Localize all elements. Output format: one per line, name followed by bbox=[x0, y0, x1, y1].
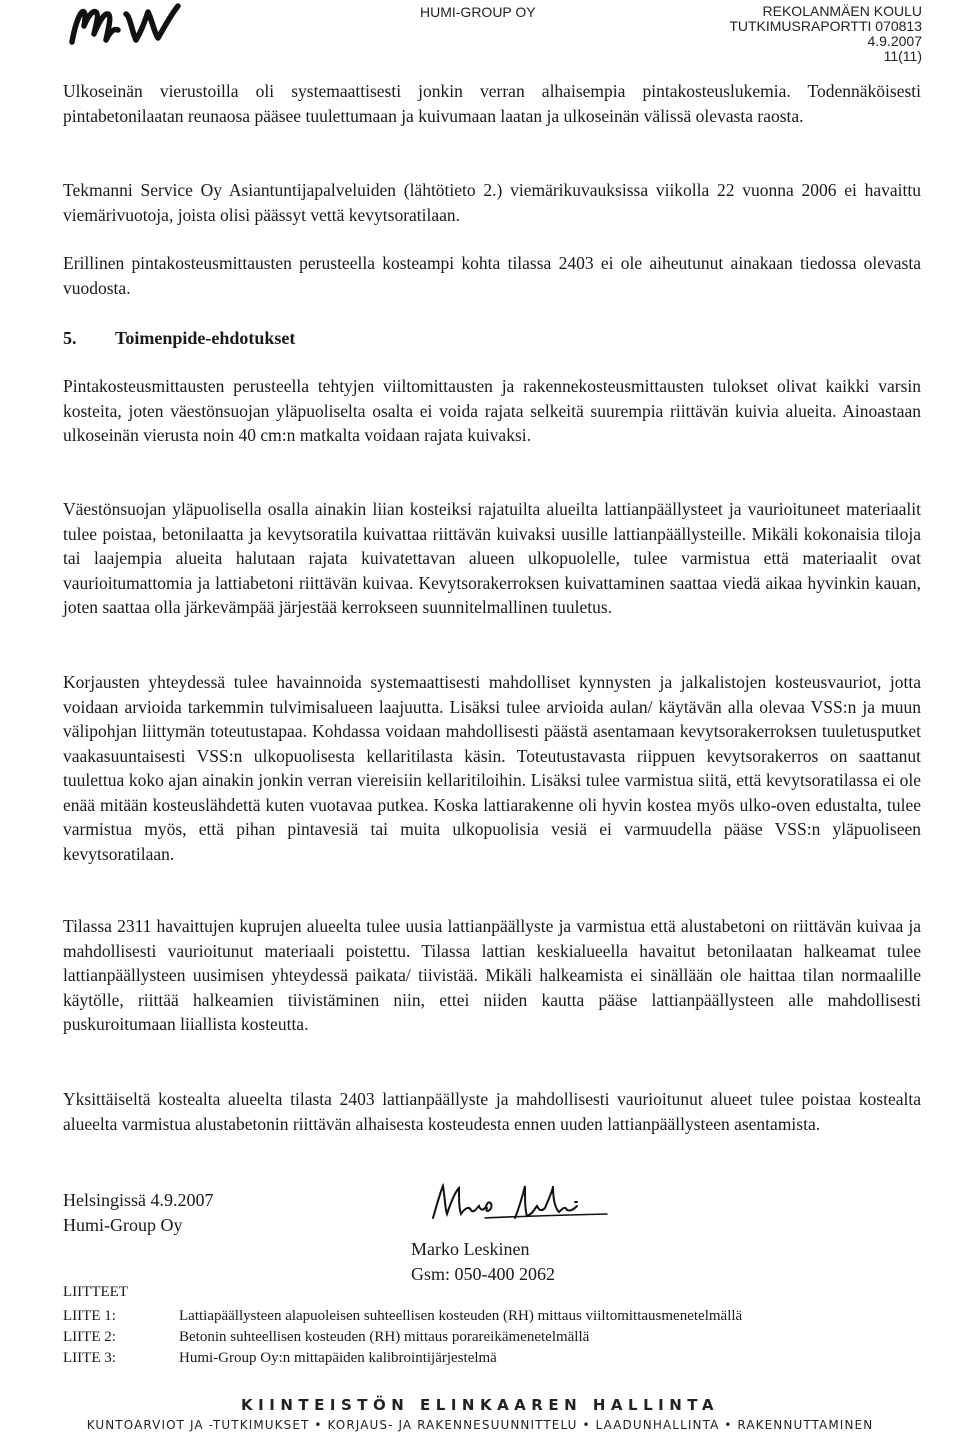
attachment-item bbox=[63, 1348, 742, 1369]
footer-tagline: KIINTEISTÖN ELINKAAREN HALLINTA bbox=[241, 1396, 719, 1414]
header-project: REKOLANMÄEN KOULU bbox=[762, 3, 922, 19]
attachment-text: Humi-Group Oy:n mittapäiden kalibrointijärjestelmä bbox=[179, 1350, 497, 1366]
attachment-code: LIITE 2: bbox=[63, 1329, 116, 1345]
paragraph-7: Tilassa 2311 havaittujen kuprujen alueelta tulee uusia lattianpäällyste ja varmistua että alustabetoni on riittävän kuivaa ja mahdollisesti vaurioitunut materiaali poistettu. Tilassa lattian keskialueella havaitut betonilaatan halkeamat tulee lattianpäällysteen uusimisen yhteydessä paikata/ tiivistää. Mikäli halkeamista ei sinällään ole haittaa tilan normaalille käytölle, riittää halkeamien tiivistäminen niin, ettei niiden kautta pääse lattianpäällysteen alle mahdollisesti puskuroitumaan liiallista kosteutta. bbox=[63, 916, 921, 1034]
footer-services: KUNTOARVIOT JA -TUTKIMUKSET • KORJAUS- JA RAKENNESUUNNITTELU • LAADUNHALLINTA • RAKENNUTTAMINEN bbox=[86, 1418, 874, 1432]
handwritten-signature-icon bbox=[425, 1178, 610, 1228]
attachment-code: LIITE 3: bbox=[63, 1350, 116, 1366]
header-page-number: 11(11) bbox=[883, 48, 922, 64]
attachments-title: LIITTEET bbox=[63, 1284, 128, 1300]
paragraph-2: Tekmanni Service Oy Asiantuntijapalveluiden (lähtötieto 2.) viemärikuvauksissa viikolla 22 vuonna 2006 ei havaittu viemärivuotoja, joista olisi päässyt vettä kevytsoratilaan. bbox=[63, 180, 921, 225]
closing-block bbox=[63, 1188, 214, 1238]
header-company: HUMI-GROUP OY bbox=[420, 4, 536, 20]
signer-phone: Gsm: 050-400 2062 bbox=[411, 1264, 555, 1284]
closing-company: Humi-Group Oy bbox=[63, 1215, 183, 1235]
attachments-list bbox=[63, 1306, 742, 1369]
paragraph-3: Erillinen pintakosteusmittausten perusteella kosteampi kohta tilassa 2403 ei ole aiheutunut ainakaan tiedossa olevasta vuodosta. bbox=[63, 253, 921, 298]
mv-logo-icon bbox=[66, 2, 184, 50]
signer-block bbox=[411, 1237, 555, 1287]
section-number: 5. bbox=[63, 328, 77, 348]
section-heading bbox=[63, 328, 295, 349]
attachment-item bbox=[63, 1306, 742, 1327]
header-date: 4.9.2007 bbox=[867, 33, 922, 49]
header-report: TUTKIMUSRAPORTTI 070813 bbox=[729, 18, 922, 34]
section-title: Toimenpide-ehdotukset bbox=[115, 328, 296, 348]
header-meta bbox=[729, 4, 922, 64]
paragraph-4: Pintakosteusmittausten perusteella tehtyjen viiltomittausten ja rakennekosteusmittausten tulokset olivat kaikki varsin kosteita, joten väestönsuojan yläpuoliselta osalta ei voida rajata selkeitä suurempia riittävän kuivia alueita. Ainoastaan ulkoseinän vierusta noin 40 cm:n matkalta voidaan rajata kuivaksi. bbox=[63, 376, 921, 445]
attachment-text: Betonin suhteellisen kosteuden (RH) mittaus porareikämenetelmällä bbox=[179, 1329, 590, 1345]
paragraph-8: Yksittäiseltä kostealta alueelta tilasta 2403 lattianpäällyste ja mahdollisesti vaurioitunut alueet tulee poistaa kostealta alueelta varmistua alustabetonin riittävän alhaisesta kosteudesta ennen uuden lattianpäällysteen asentamista. bbox=[63, 1089, 921, 1134]
attachment-code: LIITE 1: bbox=[63, 1308, 116, 1324]
signer-name: Marko Leskinen bbox=[411, 1239, 530, 1259]
paragraph-5: Väestönsuojan yläpuolisella osalla ainakin liian kosteiksi rajatuilta alueilta lattianpäällysteet ja vaurioituneet materiaalit tulee poistaa, betonilaatta ja kevytsoratila kuivattaa riittävän kuivaksi uusille lattianpäällysteille. Mikäli kokonaisia tiloja tai laajempia alueita halutaan rajata kuivatettavan alueen ulkopuolelle, tulee varmistua että materiaalit ovat vaurioitumattomia ja lattiabetoni riittävän kuivaa. Kevytsorakerroksen kuivattaminen saattaa viedä aikaa hyvinkin kauan, joten saattaa olla järkevämpää järjestää kerrokseen suunnitelmallinen tuuletus. bbox=[63, 499, 921, 617]
attachment-item bbox=[63, 1327, 742, 1348]
paragraph-1: Ulkoseinän vierustoilla oli systemaattisesti jonkin verran alhaisempia pintakosteuslukemia. Todennäköisesti pintabetonilaatan reunaosa pääsee tuulettumaan ja kuivumaan laatan ja ulkoseinän välissä olevasta raosta. bbox=[63, 81, 921, 126]
attachment-text: Lattiapäällysteen alapuoleisen suhteellisen kosteuden (RH) mittaus viiltomittausmenetelmällä bbox=[179, 1308, 743, 1324]
paragraph-6: Korjausten yhteydessä tulee havainnoida systemaattisesti mahdolliset kynnysten ja jalkalistojen kosteusvauriot, jotta voidaan arvioida tarkemmin tulvimisalueen laajuutta. Lisäksi tulee arvioida aulan/ käytävän alla olevaa VSS:n ja muun välipohjan liittymän toteutustapaa. Kohdassa voidaan mahdollisesti päästä asentamaan kevytsorakerroksen tuuletusputket vaakasuuntaisesti VSS:n ulkopuolisesta kellaritilasta käsin. Toteutustavasta riippuen kevytsorakerros on saattanut tuulettua koko ajan ainakin jonkin verran viereisiin kellaritiloihin. Lisäksi tulee varmistua siitä, että kevytsoratilassa ei ole enää mitään kosteuslähdettä kuten vuotavaa putkea. Koska lattiarakenne oli hyvin kostea myös ulko-oven edustalta, tulee varmistua myös, että pihan pintavesiä tai muita ulkopuolisia vesiä ei varmuudella pääse VSS:n yläpuoliseen kevytsoratilaan. bbox=[63, 672, 921, 864]
place-date: Helsingissä 4.9.2007 bbox=[63, 1190, 214, 1210]
